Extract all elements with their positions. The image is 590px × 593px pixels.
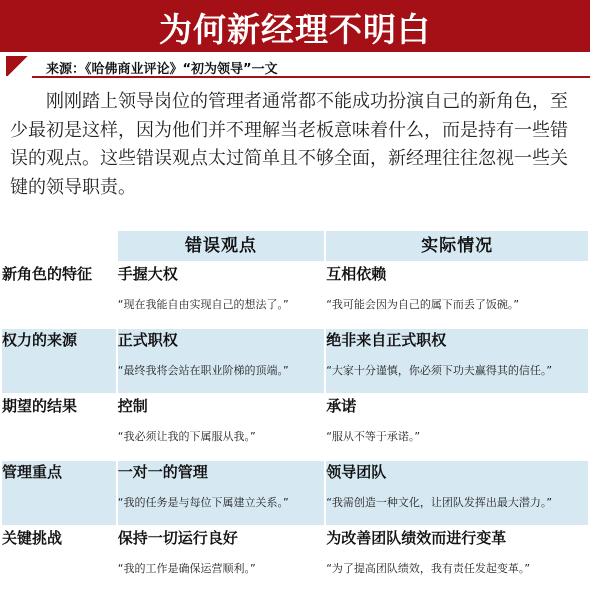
row-label: 权力的来源: [2, 329, 116, 393]
table-row: [2, 263, 588, 327]
reality-cell: [326, 461, 588, 525]
reality-title: 承诺: [326, 397, 357, 415]
wrong-view-title: 一对一的管理: [117, 463, 208, 481]
reality-cell: [326, 329, 588, 393]
row-label: 新角色的特征: [2, 263, 116, 327]
reality-quote: “我需创造一种文化，让团队发挥出最大潜力。”: [326, 496, 553, 509]
source-citation: 来源：《哈佛商业评论》“初为领导”一文: [46, 62, 278, 77]
table-row: [2, 461, 588, 525]
wrong-view-title: 正式职权: [117, 331, 178, 349]
reality-cell: [326, 527, 588, 591]
source-strip: [0, 56, 590, 78]
wrong-view-cell: [118, 527, 324, 591]
page-title: 为何新经理不明白: [159, 10, 431, 49]
header-wrong-views: 错误观点: [118, 231, 324, 261]
wrong-view-quote: “我必须让我的下属服从我。”: [117, 430, 256, 443]
reality-title: 互相依赖: [326, 265, 387, 283]
reality-quote: “服从不等于承诺。”: [326, 430, 421, 443]
source-underline: [32, 58, 590, 78]
row-label: 期望的结果: [2, 395, 116, 459]
reality-quote: “我可能会因为自己的属下而丢了饭碗。”: [326, 298, 520, 311]
reality-title: 为改善团队绩效而进行变革: [326, 529, 507, 547]
reality-quote: “为了提高团队绩效，我有责任发起变革。”: [326, 562, 531, 575]
wrong-view-quote: “最终我将会站在职业阶梯的顶端。”: [117, 364, 289, 377]
wrong-view-title: 手握大权: [117, 265, 178, 283]
row-label: 管理重点: [2, 461, 116, 525]
wrong-view-cell: [118, 263, 324, 327]
wrong-view-quote: “我的任务是与每位下属建立关系。”: [117, 496, 289, 509]
comparison-table: [0, 229, 590, 593]
row-label: 关键挑战: [2, 527, 116, 591]
wrong-view-title: 控制: [117, 397, 148, 415]
table-row: [2, 527, 588, 591]
table-row: [2, 329, 588, 393]
header-reality: 实际情况: [326, 231, 588, 261]
ribbon-fold-decoration: [6, 56, 30, 76]
table-header-row: [2, 231, 588, 261]
wrong-view-title: 保持一切运行良好: [117, 529, 238, 547]
reality-title: 绝非来自正式职权: [326, 331, 447, 349]
intro-paragraph: 刚刚踏上领导岗位的管理者通常都不能成功扮演自己的新角色，至少最初是这样，因为他们并不理解当老板意味着什么，而是持有一些错误的观点。这些错误观点太过简单且不够全面，新经理往往忽视一些关键的领导职责。: [10, 91, 568, 198]
header-cell-blank: [2, 231, 116, 261]
wrong-view-quote: “现在我能自由实现自己的想法了。”: [117, 298, 289, 311]
wrong-view-cell: [118, 329, 324, 393]
table-row: [2, 395, 588, 459]
wrong-view-cell: [118, 461, 324, 525]
reality-cell: [326, 263, 588, 327]
reality-quote: “大家十分谨慎，你必须下功夫赢得其的信任。”: [326, 364, 553, 377]
wrong-view-quote: “我的工作是确保运营顺利。”: [117, 562, 256, 575]
reality-title: 领导团队: [326, 463, 387, 481]
reality-cell: [326, 395, 588, 459]
title-banner: [0, 0, 590, 52]
wrong-view-cell: [118, 395, 324, 459]
